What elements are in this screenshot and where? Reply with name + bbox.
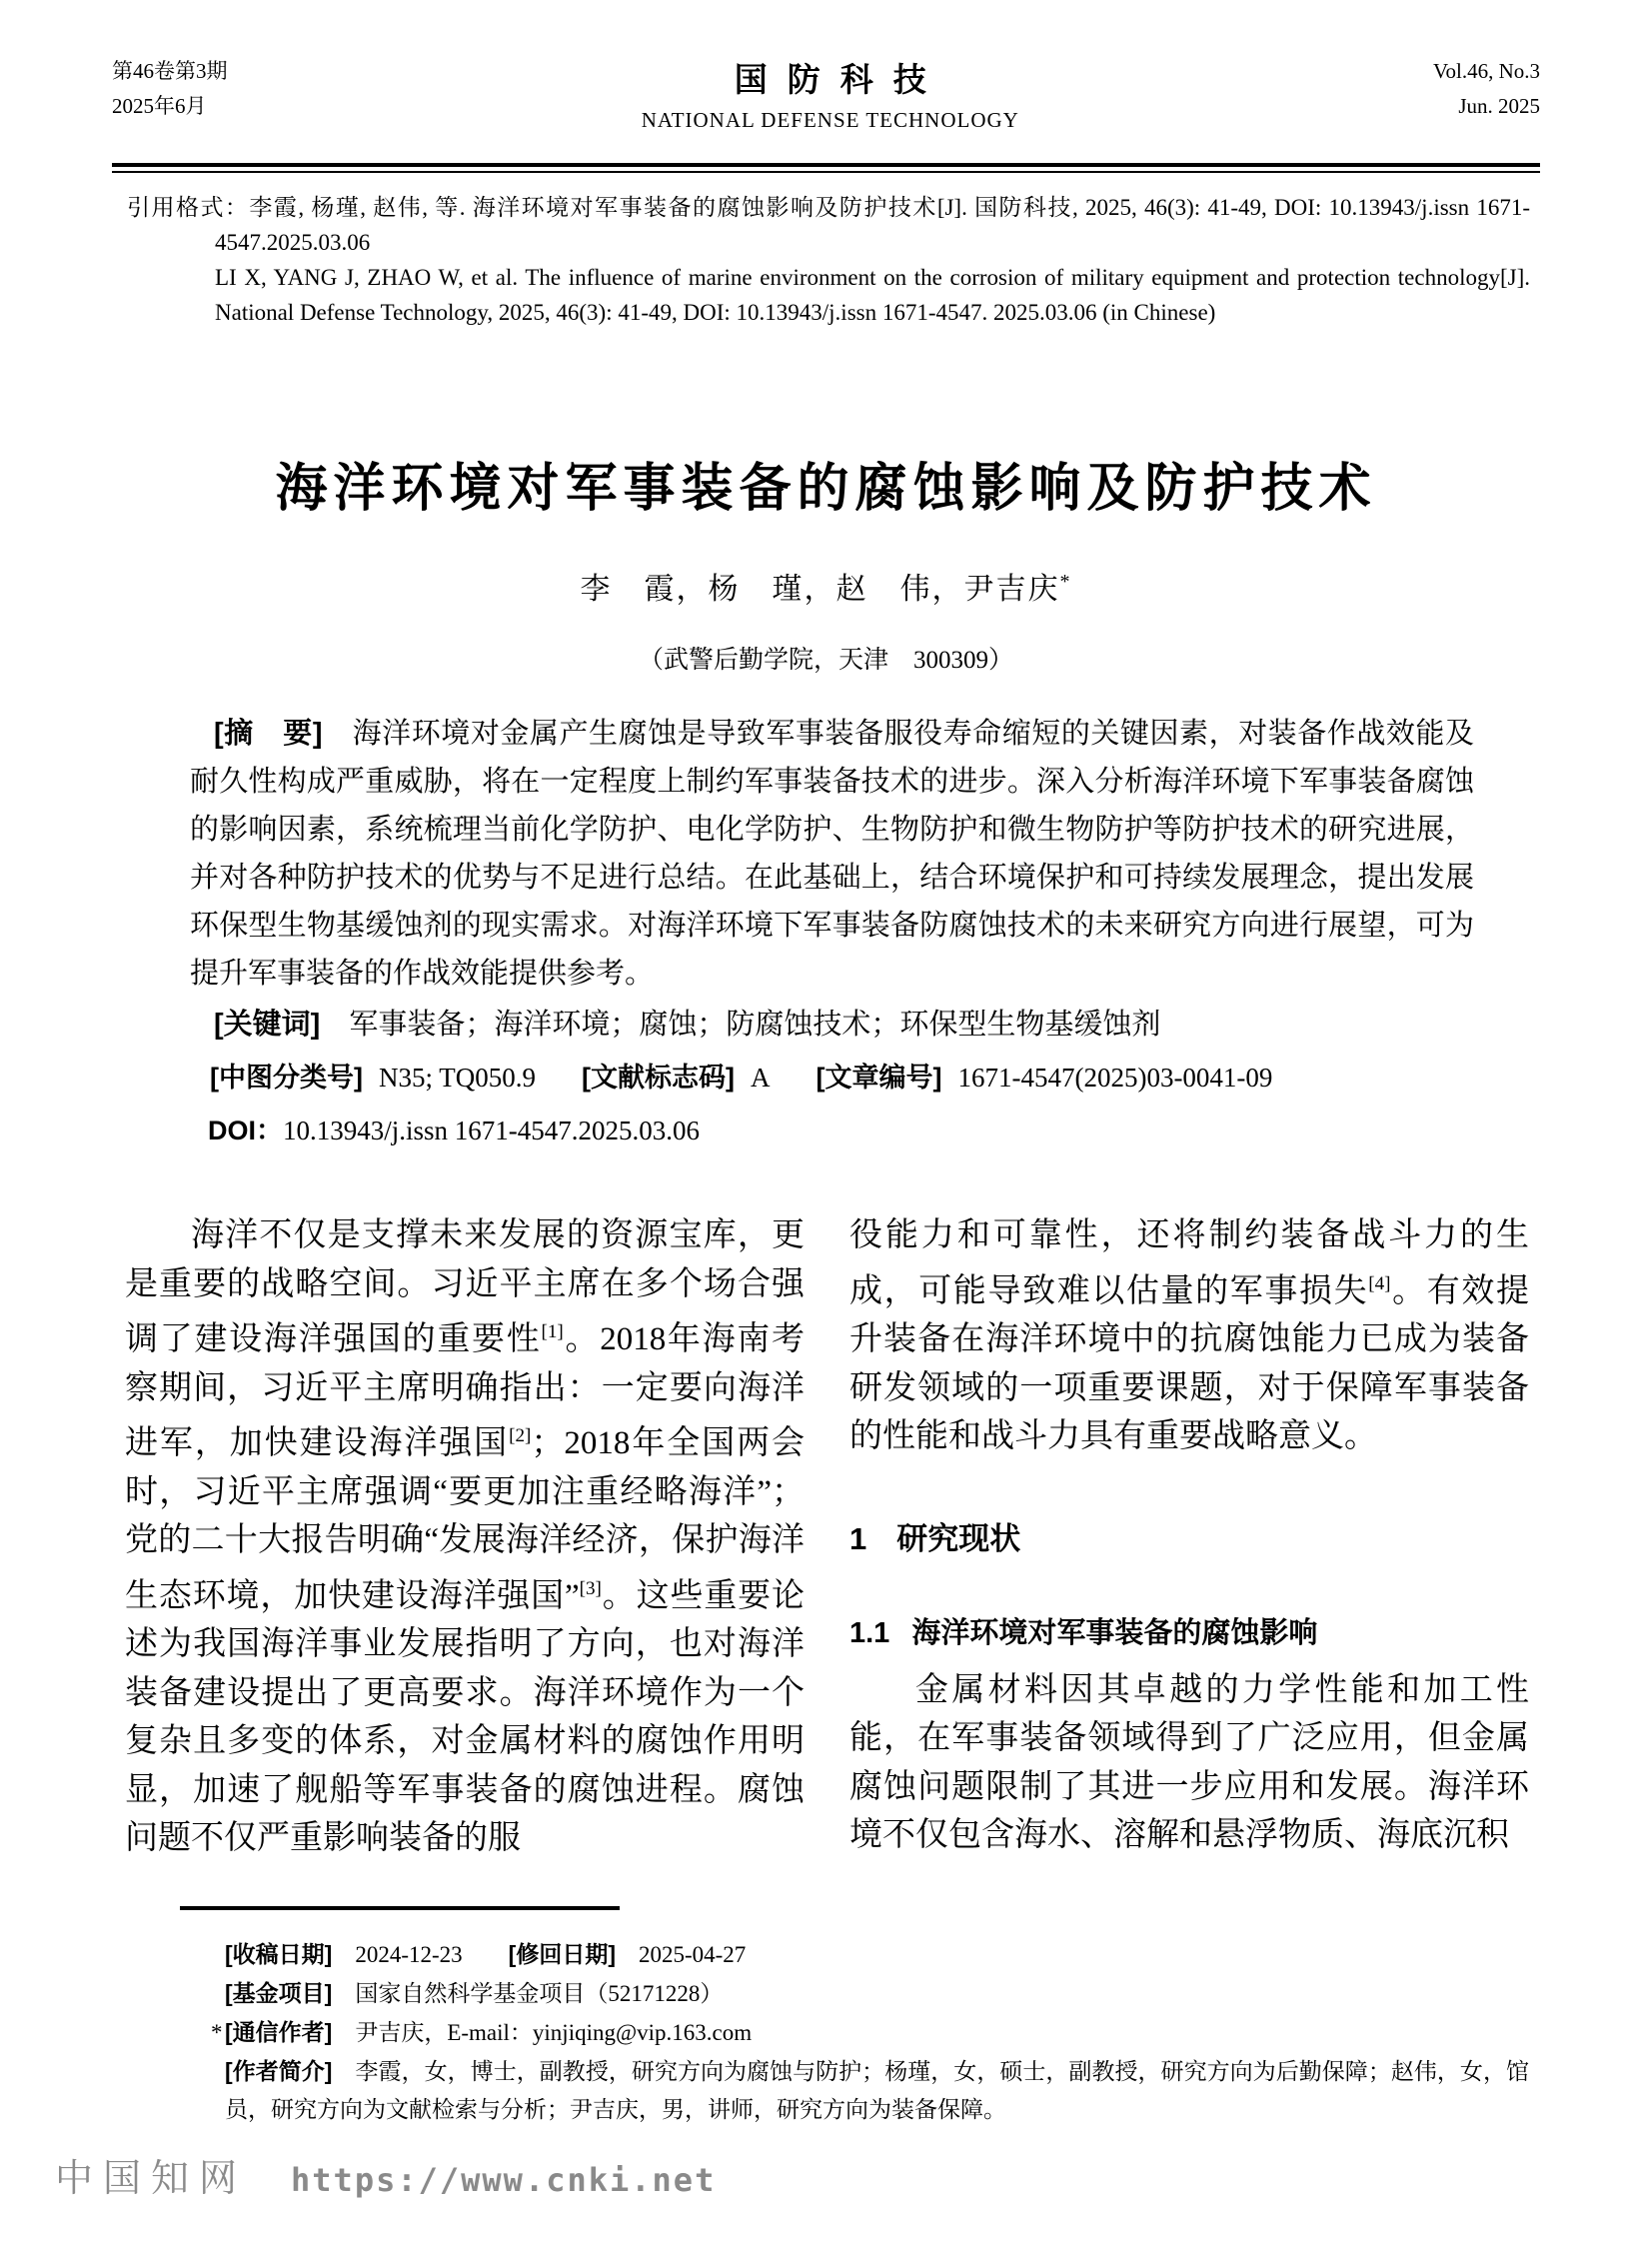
doi-value: 10.13943/j.issn 1671-4547.2025.03.06	[283, 1116, 701, 1145]
doi-line	[190, 1107, 1474, 1154]
author-names: 李 霞，杨 瑾，赵 伟，尹吉庆	[580, 573, 1060, 606]
author-list	[0, 564, 1652, 608]
corresponding-author-mark: *	[1059, 571, 1072, 593]
citation-en: LI X, YANG J, ZHAO W, et al. The influence of marine environment on the corrosion of military equipment and protection technology[J]. National Defense Technology, 2025, 46(3): 41-49, DOI: 10.13943/j.issn 1671-4547. 2025.03.06 (in Chinese)	[215, 265, 1530, 325]
issue-info	[112, 54, 228, 124]
left-column	[125, 1211, 805, 1863]
abstract-text: 海洋环境对金属产生腐蚀是导致军事装备服役寿命缩短的关键因素，对装备作战效能及耐久性构成严重威胁，将在一定程度上制约军事装备技术的进步。深入分析海洋环境下军事装备腐蚀的影响因素，系统梳理当前化学防护、电化学防护、生物防护和微生物防护等防护技术的研究进展，并对各种防护技术的优势与不足进行总结。在此基础上，结合环境保护和可持续发展理念，提出发展环保型生物基缓蚀剂的现实需求。对海洋环境下军事装备防腐蚀技术的未来研究方向进行展望，可为提升军事装备的作战效能提供参考。	[190, 718, 1474, 990]
citation-cn	[127, 190, 1530, 260]
cnki-watermark-url: https://www.cnki.net	[291, 2161, 717, 2199]
article-title: 海洋环境对军事装备的腐蚀影响及防护技术	[275, 461, 1377, 518]
journal-title-cn: 国防科技	[734, 63, 946, 99]
issue-date: 2025年6月	[112, 94, 207, 118]
volume-number: Vol.46, No.3	[1433, 59, 1540, 83]
citation-cn-text: 李霞, 杨瑾, 赵伟, 等. 海洋环境对军事装备的腐蚀影响及防护技术[J]. 国防科技, 2025, 46(3): 41-49, DOI: 10.13943/j.issn 1671-4547.2025.03.06	[215, 195, 1530, 255]
keywords-label: [关键词]	[214, 1009, 321, 1041]
article-id-value: 1671-4547(2025)03-0041-09	[957, 1063, 1273, 1093]
issue-volume: 第46卷第3期	[112, 59, 228, 83]
footnote-funding: [基金项目] 国家自然科学基金项目（52171228）	[225, 1980, 724, 2006]
abstract	[190, 710, 1474, 998]
section-1-title: 研究现状	[896, 1520, 1021, 1556]
article-id-label: [文章编号]	[816, 1063, 942, 1093]
journal-title-block	[228, 54, 1434, 133]
keywords	[190, 1001, 1474, 1049]
volume-date: Jun. 2025	[1458, 94, 1540, 118]
section-1-1-heading	[849, 1609, 1529, 1658]
section-1-heading	[849, 1515, 1529, 1564]
section-1-number: 1	[849, 1520, 867, 1556]
footnote-corresponding-author: * [通信作者] 尹吉庆，E-mail：yinjiqing@vip.163.com	[211, 2019, 753, 2045]
classification-line	[190, 1053, 1474, 1103]
journal-title-en: NATIONAL DEFENSE TECHNOLOGY	[641, 108, 1019, 132]
doc-code-value: A	[750, 1063, 771, 1093]
header-divider	[112, 163, 1540, 173]
intro-paragraph: 海洋不仅是支撑未来发展的资源宝库，更是重要的战略空间。习近平主席在多个场合强调了建设海洋强国的重要性[1]。2018年海南考察期间，习近平主席明确指出：一定要向海洋进军，加快建设海洋强国[2]；2018年全国两会时，习近平主席强调“要更加注重经略海洋”；党的二十大报告明确“发展海洋经济，保护海洋生态环境，加快建设海洋强国”[3]。这些重要论述为我国海洋事业发展指明了方向，也对海洋装备建设提出了更高要求。海洋环境作为一个复杂且多变的体系，对金属材料的腐蚀作用明显，加速了舰船等军事装备的腐蚀进程。腐蚀问题不仅严重影响装备的服	[125, 1217, 806, 1856]
meta-block	[190, 710, 1474, 1154]
footnote-divider	[180, 1906, 620, 1910]
cnki-watermark-cn: 中国知网	[55, 2158, 248, 2200]
section-1-1-paragraph: 金属材料因其卓越的力学性能和加工性能，在军事装备领域得到了广泛应用，但金属腐蚀问题限制了其进一步应用和发展。海洋环境不仅包含海水、溶解和悬浮物质、海底沉积	[849, 1671, 1529, 1853]
abstract-label: [摘 要]	[214, 718, 323, 750]
section-1-1-title: 海洋环境对军事装备的腐蚀影响	[911, 1617, 1318, 1649]
volume-info	[1433, 54, 1540, 124]
right-column	[849, 1211, 1529, 1863]
intro-paragraph-continued: 役能力和可靠性，还将制约装备战斗力的生成，可能导致难以估量的军事损失[4]。有效提升装备在海洋环境中的抗腐蚀能力已成为装备研发领域的一项重要课题，对于保障军事装备的性能和战斗力具有重要战略意义。	[849, 1217, 1530, 1454]
footnote-author-bio: [作者简介] 李霞，女，博士，副教授，研究方向为腐蚀与防护；杨瑾，女，硕士，副教授，研究方向为后勤保障；赵伟，女，馆员，研究方向为文献检索与分析；尹吉庆，男，讲师，研究方向为装备保障。	[225, 2058, 1529, 2122]
clc-label: [中图分类号]	[210, 1063, 363, 1093]
citation-label: 引用格式：	[127, 195, 250, 220]
keywords-text: 军事装备；海洋环境；腐蚀；防腐蚀技术；环保型生物基缓蚀剂	[320, 1009, 1161, 1041]
page-header	[112, 54, 1540, 133]
citation-block	[127, 190, 1530, 330]
doi-label: DOI：	[208, 1116, 284, 1145]
affiliation: （武警后勤学院，天津 300309）	[638, 647, 1013, 674]
footnote-received-date: [收稿日期] 2024-12-23 [修回日期] 2025-04-27	[225, 1941, 747, 1967]
section-1-1-number: 1.1	[849, 1617, 890, 1649]
body-columns	[125, 1211, 1529, 1863]
doc-code-label: [文献标志码]	[582, 1063, 735, 1093]
footnote-block	[125, 1935, 1529, 2129]
clc-value: N35; TQ050.9	[378, 1063, 536, 1093]
cnki-watermark	[55, 2147, 716, 2202]
